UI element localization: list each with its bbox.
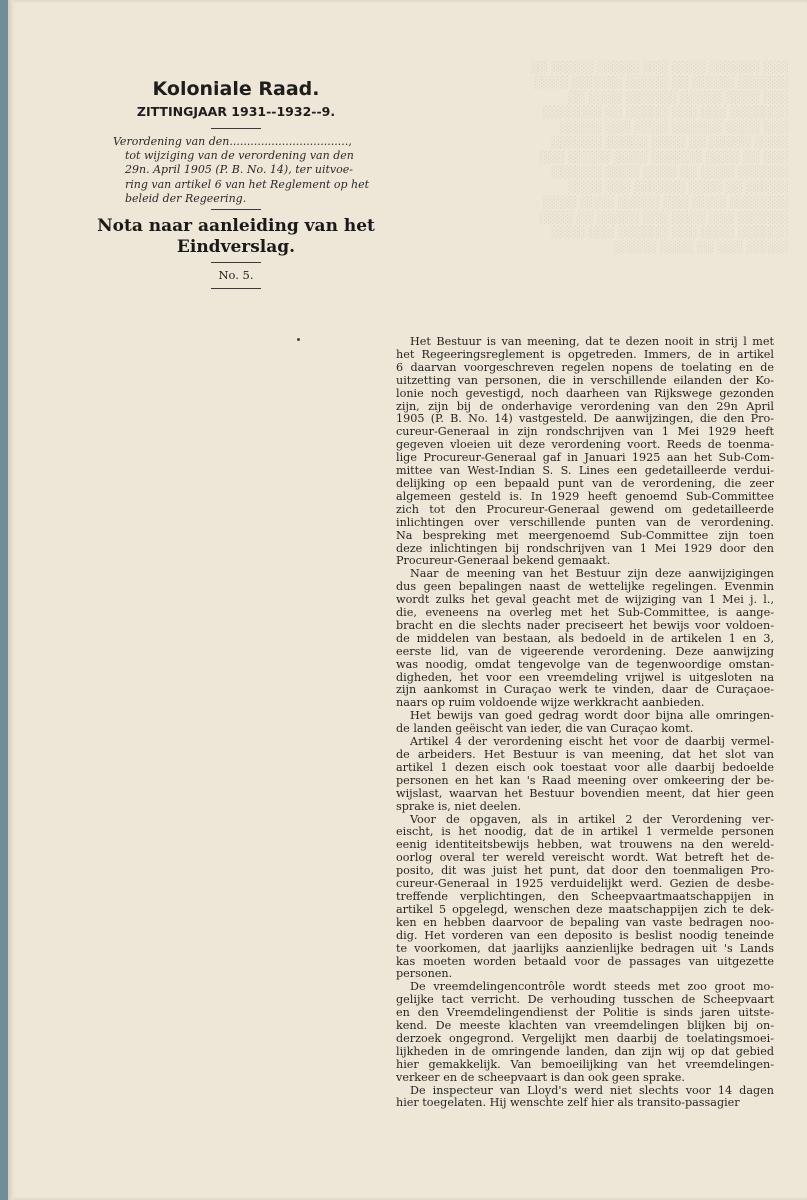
divider xyxy=(211,128,261,129)
bleed-through-text: ░░░ ░░░░░░ ░░░░ ░░░ ░░░░░ ░░░░░ ░░ ░░░░░░ ░░░░░ ░░ ░░░░░ ░░░░░░ ░░░░ ░░░ ░░░░ ░░░░░ ░░░░░░ ░░░░ ░░ ░░░░░░░ ░░░ ░░░ ░░░░░ ░░ ░░░░░░░ ░░░ ░░░░ ░░░░░░ ░░░░ ░░░ ░░░░░ ░░░░ ░░░░░ ░░ ░░░░ ░░░░░ ░░░░░░ ░░░ ░░ ░░░░ ░░░░░░ ░░░░ ░░░░░ ░░░ ░░░░░░ ░░░░ ░░ ░░░░ ░░░░ ░░░░░░ ░░░░░ ░░ ░░░░ ░░░░░░ ░░░ ░░░░ ░░░░░░░ ░░░░ ░░░ ░░░░░ ░░░░ ░░░░ ░░░░░░ ░░░ ░░░░ ░░░ ░░░░░ ░░ ░░░░ ░░░░░░ ░░░░ ░░░ ░░░░░░ ░░░ ░░░░ ░░░░░ ░░░ ░░ ░░░░ ░░░░░ xyxy=(530,61,788,254)
text-line: artikel 1 dezen eisch ook toestaat voor alle daarbij bedoelde xyxy=(396,761,774,774)
ordinance-line: beleid der Regeering. xyxy=(125,191,247,205)
text-line: artikel 5 opgelegd, wenschen deze maatschappijen zich te dek- xyxy=(396,903,774,916)
text-line: Het Bestuur is van meening, dat te dezen nooit in strij l met xyxy=(410,336,774,348)
text-line: te voorkomen, dat jaarlijks aanzienlijke bedragen uit 's Lands xyxy=(396,942,774,955)
paragraph xyxy=(396,710,774,736)
paragraph xyxy=(396,1085,774,1111)
paragraph xyxy=(396,981,774,1084)
text-line: personen. xyxy=(396,968,453,981)
text-line: en den Vreemdelingendienst der Politie is sinds jaren uitste- xyxy=(396,1007,774,1020)
text-line: Na bespreking met meergenoemd Sub-Committee zijn toen xyxy=(396,529,774,542)
text-line: eischt, is het noodig, dat de in artikel 1 vermelde personen xyxy=(396,826,774,839)
text-line: digheden, het voor een vreemdeling vrijwel is uitgesloten na xyxy=(396,671,774,684)
text-line: derzoek ongegrond. Vergelijkt men daarbij de toelatingsmoei- xyxy=(396,1032,774,1045)
nota-number: No. 5. xyxy=(218,268,254,282)
text-line: dig. Het vorderen van een deposito is beslist noodig teneinde xyxy=(396,929,774,942)
text-line: 6 daarvan voorgeschreven regelen nopens de toelating en de xyxy=(396,361,774,374)
divider xyxy=(211,209,261,210)
text-line: zijn aankomst in Curaçao werk te vinden, daar de Curaçaoe- xyxy=(396,684,774,697)
text-line: Het bewijs van goed gedrag wordt door bijna alle omringen- xyxy=(410,710,774,723)
text-line: 1905 (P. B. No. 14) vastgesteld. De aanwijzingen, die den Pro- xyxy=(396,413,774,426)
paragraph xyxy=(396,736,774,813)
nota-body-text xyxy=(396,336,774,1110)
ordinance-line: tot wijziging van de verordening van den xyxy=(125,149,354,163)
text-line: personen en het kan 's Raad meening over omkeering der be- xyxy=(396,774,774,787)
text-line: sprake is, niet deelen. xyxy=(396,800,522,813)
nota-title-line: Nota naar aanleiding van het xyxy=(97,216,375,236)
text-line: die, eveneens na overleg met het Sub-Committee, is aange- xyxy=(396,607,774,620)
text-line: Voor de opgaven, als in artikel 2 der Verordening ver- xyxy=(410,813,774,826)
text-line: zijn, zijn bij de onderhavige verordening van den 29n April xyxy=(396,400,774,413)
text-line: eenig identiteitsbewijs hebben, wat trouwens na den wereld- xyxy=(396,839,774,852)
text-line: verkeer en de scheepvaart is dan ook geen sprake. xyxy=(396,1071,685,1084)
divider xyxy=(211,288,261,289)
text-line: deze inlichtingen bij rondschrijven van 1 Mei 1929 door den xyxy=(396,542,774,555)
ordinance-description xyxy=(113,135,370,206)
text-line: het Regeeringsreglement is opgetreden. Immers, de in artikel xyxy=(396,348,774,361)
text-line: kas moeten worden betaald voor de passages van uitgezette xyxy=(396,955,774,968)
text-line: lige Procureur-Generaal gaf in Januari 1925 aan het Sub-Com- xyxy=(396,452,774,465)
text-line: Procureur-Generaal bekend gemaakt. xyxy=(396,555,611,568)
text-line: hier gemakkelijk. Van bemoeilijking van het vreemdelingen- xyxy=(396,1058,774,1071)
nota-title-line: Eindverslag. xyxy=(176,237,296,257)
text-line: gegeven vloeien uit deze verordening voort. Reeds de toenma- xyxy=(396,439,774,452)
text-line: hier toegelaten. Hij wenschte zelf hier als transito-passagier xyxy=(396,1097,740,1110)
text-line: kend. De meeste klachten van vreemdelingen blijken bij on- xyxy=(396,1020,774,1033)
text-line: De inspecteur van Lloyd's werd niet slechts voor 14 dagen xyxy=(410,1084,774,1097)
text-line: cureur-Generaal in 1925 verduidelijkt werd. Gezien de desbe- xyxy=(396,878,774,891)
text-line: algemeen gesteld is. In 1929 heeft genoemd Sub-Committee xyxy=(396,490,774,503)
text-line: ken en hebben daarvoor de bepaling van vaste bedragen noo- xyxy=(396,916,774,929)
text-line: bracht en die slechts nader preciseert het bewijs voor voldoen- xyxy=(396,619,774,632)
ordinance-line: 29n. April 1905 (P. B. No. 14), ter uitvoe- xyxy=(125,163,353,177)
text-line: delijking op een bepaald punt van de verordening, die zeer xyxy=(396,477,774,490)
text-line: lonie noch gevestigd, noch daarheen van Rijkswege gezonden xyxy=(396,387,774,400)
text-line: treffende verplichtingen, den Scheepvaartmaatschappijen in xyxy=(396,890,774,903)
text-line: uitzetting van personen, die in verschillende eilanden der Ko- xyxy=(396,374,774,387)
text-line: cureur-Generaal in zijn rondschrijven van 1 Mei 1929 heeft xyxy=(396,426,774,439)
text-line: posito, dit was juist het punt, dat door den toenmaligen Pro- xyxy=(396,865,774,878)
ink-speck xyxy=(297,338,300,341)
text-line: Naar de meening van het Bestuur zijn deze aanwijzigingen xyxy=(410,568,774,581)
paragraph xyxy=(396,568,774,710)
text-line: naars op ruim voldoende wijze werkkracht aanbieden. xyxy=(396,697,705,710)
text-line: de landen geëischt van ieder, die van Curaçao komt. xyxy=(396,723,694,736)
council-title: Koloniale Raad. xyxy=(152,78,320,100)
text-line: mittee van West-Indian S. S. Lines een gedetailleerde verdui- xyxy=(396,465,774,478)
text-line: lijkheden in de omringende landen, dan zijn wij op dat gebied xyxy=(396,1045,774,1058)
session-year: ZITTINGJAAR 1931--1932--9. xyxy=(136,104,336,119)
text-line: oorlog overal ter wereld vereischt wordt. Wat betreft het de- xyxy=(396,852,774,865)
ordinance-line: ring van artikel 6 van het Reglement op het xyxy=(125,177,370,191)
divider xyxy=(211,262,261,263)
text-line: de arbeiders. Het Bestuur is van meening, dat het slot van xyxy=(396,749,774,761)
paragraph xyxy=(396,814,774,982)
ordinance-line: Verordening van den.................................., xyxy=(113,135,352,148)
text-line: zich tot den Procureur-Generaal gewend om gedetailleerde xyxy=(396,503,774,516)
text-line: dus geen bepalingen naast de wettelijke regelingen. Evenmin xyxy=(396,581,774,594)
paragraph xyxy=(396,336,774,568)
text-line: inlichtingen over verschillende punten van de verordening. xyxy=(396,516,774,529)
text-line: was noodig, omdat tengevolge van de tegenwoordige omstan- xyxy=(396,658,774,671)
text-line: wordt zulks het geval geacht met de wijziging van 1 Mei j. l., xyxy=(396,594,774,607)
text-line: Artikel 4 der verordening eischt het voor de daarbij vermel- xyxy=(410,736,774,749)
text-line: gelijke tact verricht. De verhouding tusschen de Scheepvaart xyxy=(396,994,774,1007)
text-line: de middelen van bestaan, als bedoeld in de artikelen 1 en 3, xyxy=(396,632,774,645)
text-line: eerste lid, van de vigeerende verordening. Deze aanwijzing xyxy=(396,645,774,658)
text-line: De vreemdelingencontrôle wordt steeds met zoo groot mo- xyxy=(410,981,774,994)
document-page xyxy=(8,0,807,1200)
nota-title xyxy=(93,216,379,258)
text-line: wijslast, waarvan het Bestuur bovendien meent, dat hier geen xyxy=(396,787,774,800)
